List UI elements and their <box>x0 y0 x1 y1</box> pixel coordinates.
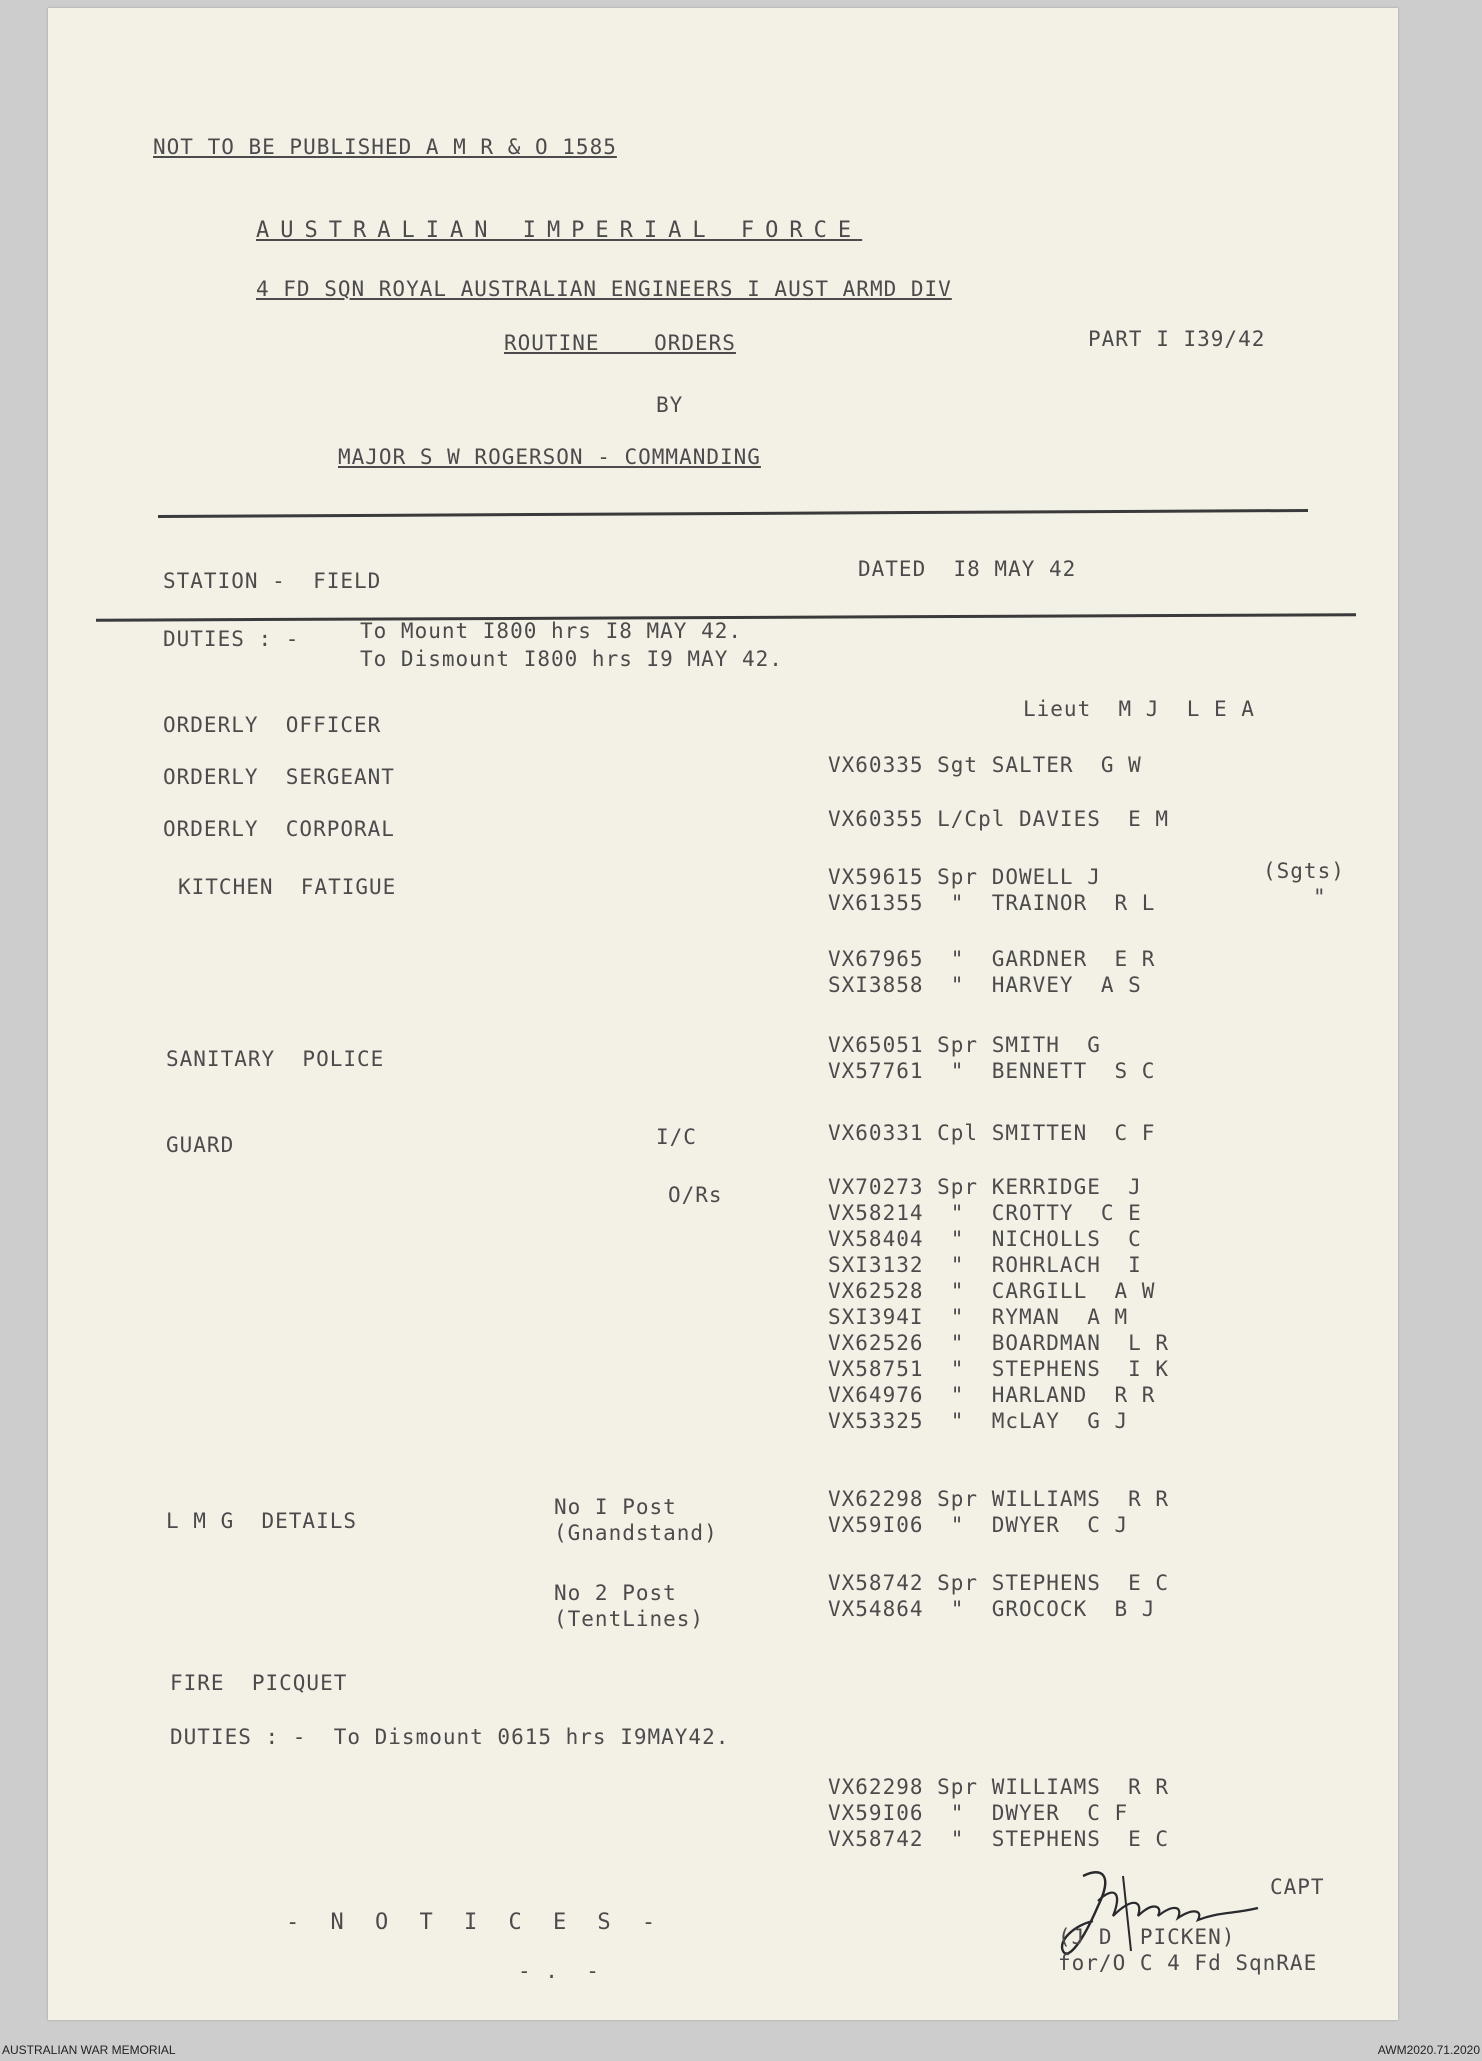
guard-ic-label: I/C <box>656 1125 697 1149</box>
orderly-sergeant-name: VX60335 Sgt SALTER G W <box>828 753 1142 777</box>
duties-mount: To Mount I800 hrs I8 MAY 42. <box>360 619 743 643</box>
guard-ors-label: O/Rs <box>668 1183 723 1207</box>
kitchen-name-2: VX61355 " TRAINOR R L <box>828 891 1156 915</box>
duties-dismount: To Dismount I800 hrs I9 MAY 42. <box>360 647 783 671</box>
kitchen-fatigue-role: KITCHEN FATIGUE <box>178 875 397 899</box>
orderly-sergeant-role: ORDERLY SERGEANT <box>163 765 395 789</box>
lmg-post-2-place: (TentLines) <box>554 1607 705 1631</box>
part-number: PART I I39/42 <box>1088 327 1266 351</box>
not-published-line: NOT TO BE PUBLISHED A M R & O 1585 <box>153 135 617 159</box>
guard-name-8: VX58751 " STEPHENS I K <box>828 1357 1170 1381</box>
kitchen-name-3: VX67965 " GARDNER E R <box>828 947 1156 971</box>
guard-role: GUARD <box>166 1133 235 1157</box>
signature-rank: CAPT <box>1270 1875 1325 1899</box>
lmg-details-role: L M G DETAILS <box>166 1509 358 1533</box>
guard-ic-name: VX60331 Cpl SMITTEN C F <box>828 1121 1156 1145</box>
orderly-officer-role: ORDERLY OFFICER <box>163 713 382 737</box>
unit-title: 4 FD SQN ROYAL AUSTRALIAN ENGINEERS I AUST ARMD DIV <box>256 277 952 301</box>
orderly-corporal-role: ORDERLY CORPORAL <box>163 817 395 841</box>
by-line: BY <box>656 393 684 417</box>
notices-tail: - . - <box>518 1959 600 1983</box>
signature-name: (J D PICKEN) <box>1058 1925 1236 1949</box>
guard-name-3: VX58404 " NICHOLLS C <box>828 1227 1142 1251</box>
lmg-post-1-name-2: VX59I06 " DWYER C J <box>828 1513 1129 1537</box>
kitchen-sgts-note: (Sgts) <box>1263 859 1345 883</box>
lmg-post-2-name-1: VX58742 Spr STEPHENS E C <box>828 1571 1170 1595</box>
guard-name-2: VX58214 " CROTTY C E <box>828 1201 1142 1225</box>
guard-name-4: SXI3132 " ROHRLACH I <box>828 1253 1142 1277</box>
orderly-corporal-name: VX60355 L/Cpl DAVIES E M <box>828 807 1170 831</box>
station-label: STATION - FIELD <box>163 569 382 593</box>
commander-line: MAJOR S W ROGERSON - COMMANDING <box>338 445 761 469</box>
lmg-post-2-name-2: VX54864 " GROCOCK B J <box>828 1597 1156 1621</box>
fire-picquet-name-1: VX62298 Spr WILLIAMS R R <box>828 1775 1170 1799</box>
guard-name-9: VX64976 " HARLAND R R <box>828 1383 1156 1407</box>
kitchen-name-1: VX59615 Spr DOWELL J <box>828 865 1101 889</box>
guard-name-10: VX53325 " McLAY G J <box>828 1409 1129 1433</box>
fire-picquet-name-3: VX58742 " STEPHENS E C <box>828 1827 1170 1851</box>
force-title: AUSTRALIAN IMPERIAL FORCE <box>256 218 863 243</box>
footer-left: AUSTRALIAN WAR MEMORIAL <box>2 2043 176 2057</box>
duties-label: DUTIES : - <box>163 627 300 651</box>
orderly-officer-name: Lieut M J L E A <box>1023 697 1255 721</box>
kitchen-ditto-note: " <box>1313 885 1327 909</box>
footer-right: AWM2020.71.2020 <box>1377 2043 1480 2057</box>
sanitary-name-2: VX57761 " BENNETT S C <box>828 1059 1156 1083</box>
guard-name-5: VX62528 " CARGILL A W <box>828 1279 1156 1303</box>
sanitary-police-role: SANITARY POLICE <box>166 1047 385 1071</box>
lmg-post-1-name-1: VX62298 Spr WILLIAMS R R <box>828 1487 1170 1511</box>
signature-for: for/O C 4 Fd SqnRAE <box>1058 1951 1318 1975</box>
routine-orders-title: ROUTINE ORDERS <box>504 331 736 355</box>
kitchen-name-4: SXI3858 " HARVEY A S <box>828 973 1142 997</box>
lmg-post-2-label: No 2 Post <box>554 1581 677 1605</box>
notices-heading: - N O T I C E S - <box>286 1910 665 1935</box>
fire-picquet-name-2: VX59I06 " DWYER C F <box>828 1801 1129 1825</box>
fire-picquet-duties: DUTIES : - To Dismount 0615 hrs I9MAY42. <box>170 1725 730 1749</box>
guard-name-6: SXI394I " RYMAN A M <box>828 1305 1129 1329</box>
top-divider <box>158 509 1308 518</box>
guard-name-7: VX62526 " BOARDMAN L R <box>828 1331 1170 1355</box>
lmg-post-1-label: No I Post <box>554 1495 677 1519</box>
document-page <box>48 8 1398 2020</box>
sanitary-name-1: VX65051 Spr SMITH G <box>828 1033 1101 1057</box>
guard-name-1: VX70273 Spr KERRIDGE J <box>828 1175 1142 1199</box>
lmg-post-1-place: (Gnandstand) <box>554 1521 718 1545</box>
dated-label: DATED I8 MAY 42 <box>858 557 1077 581</box>
fire-picquet-label: FIRE PICQUET <box>170 1671 348 1695</box>
